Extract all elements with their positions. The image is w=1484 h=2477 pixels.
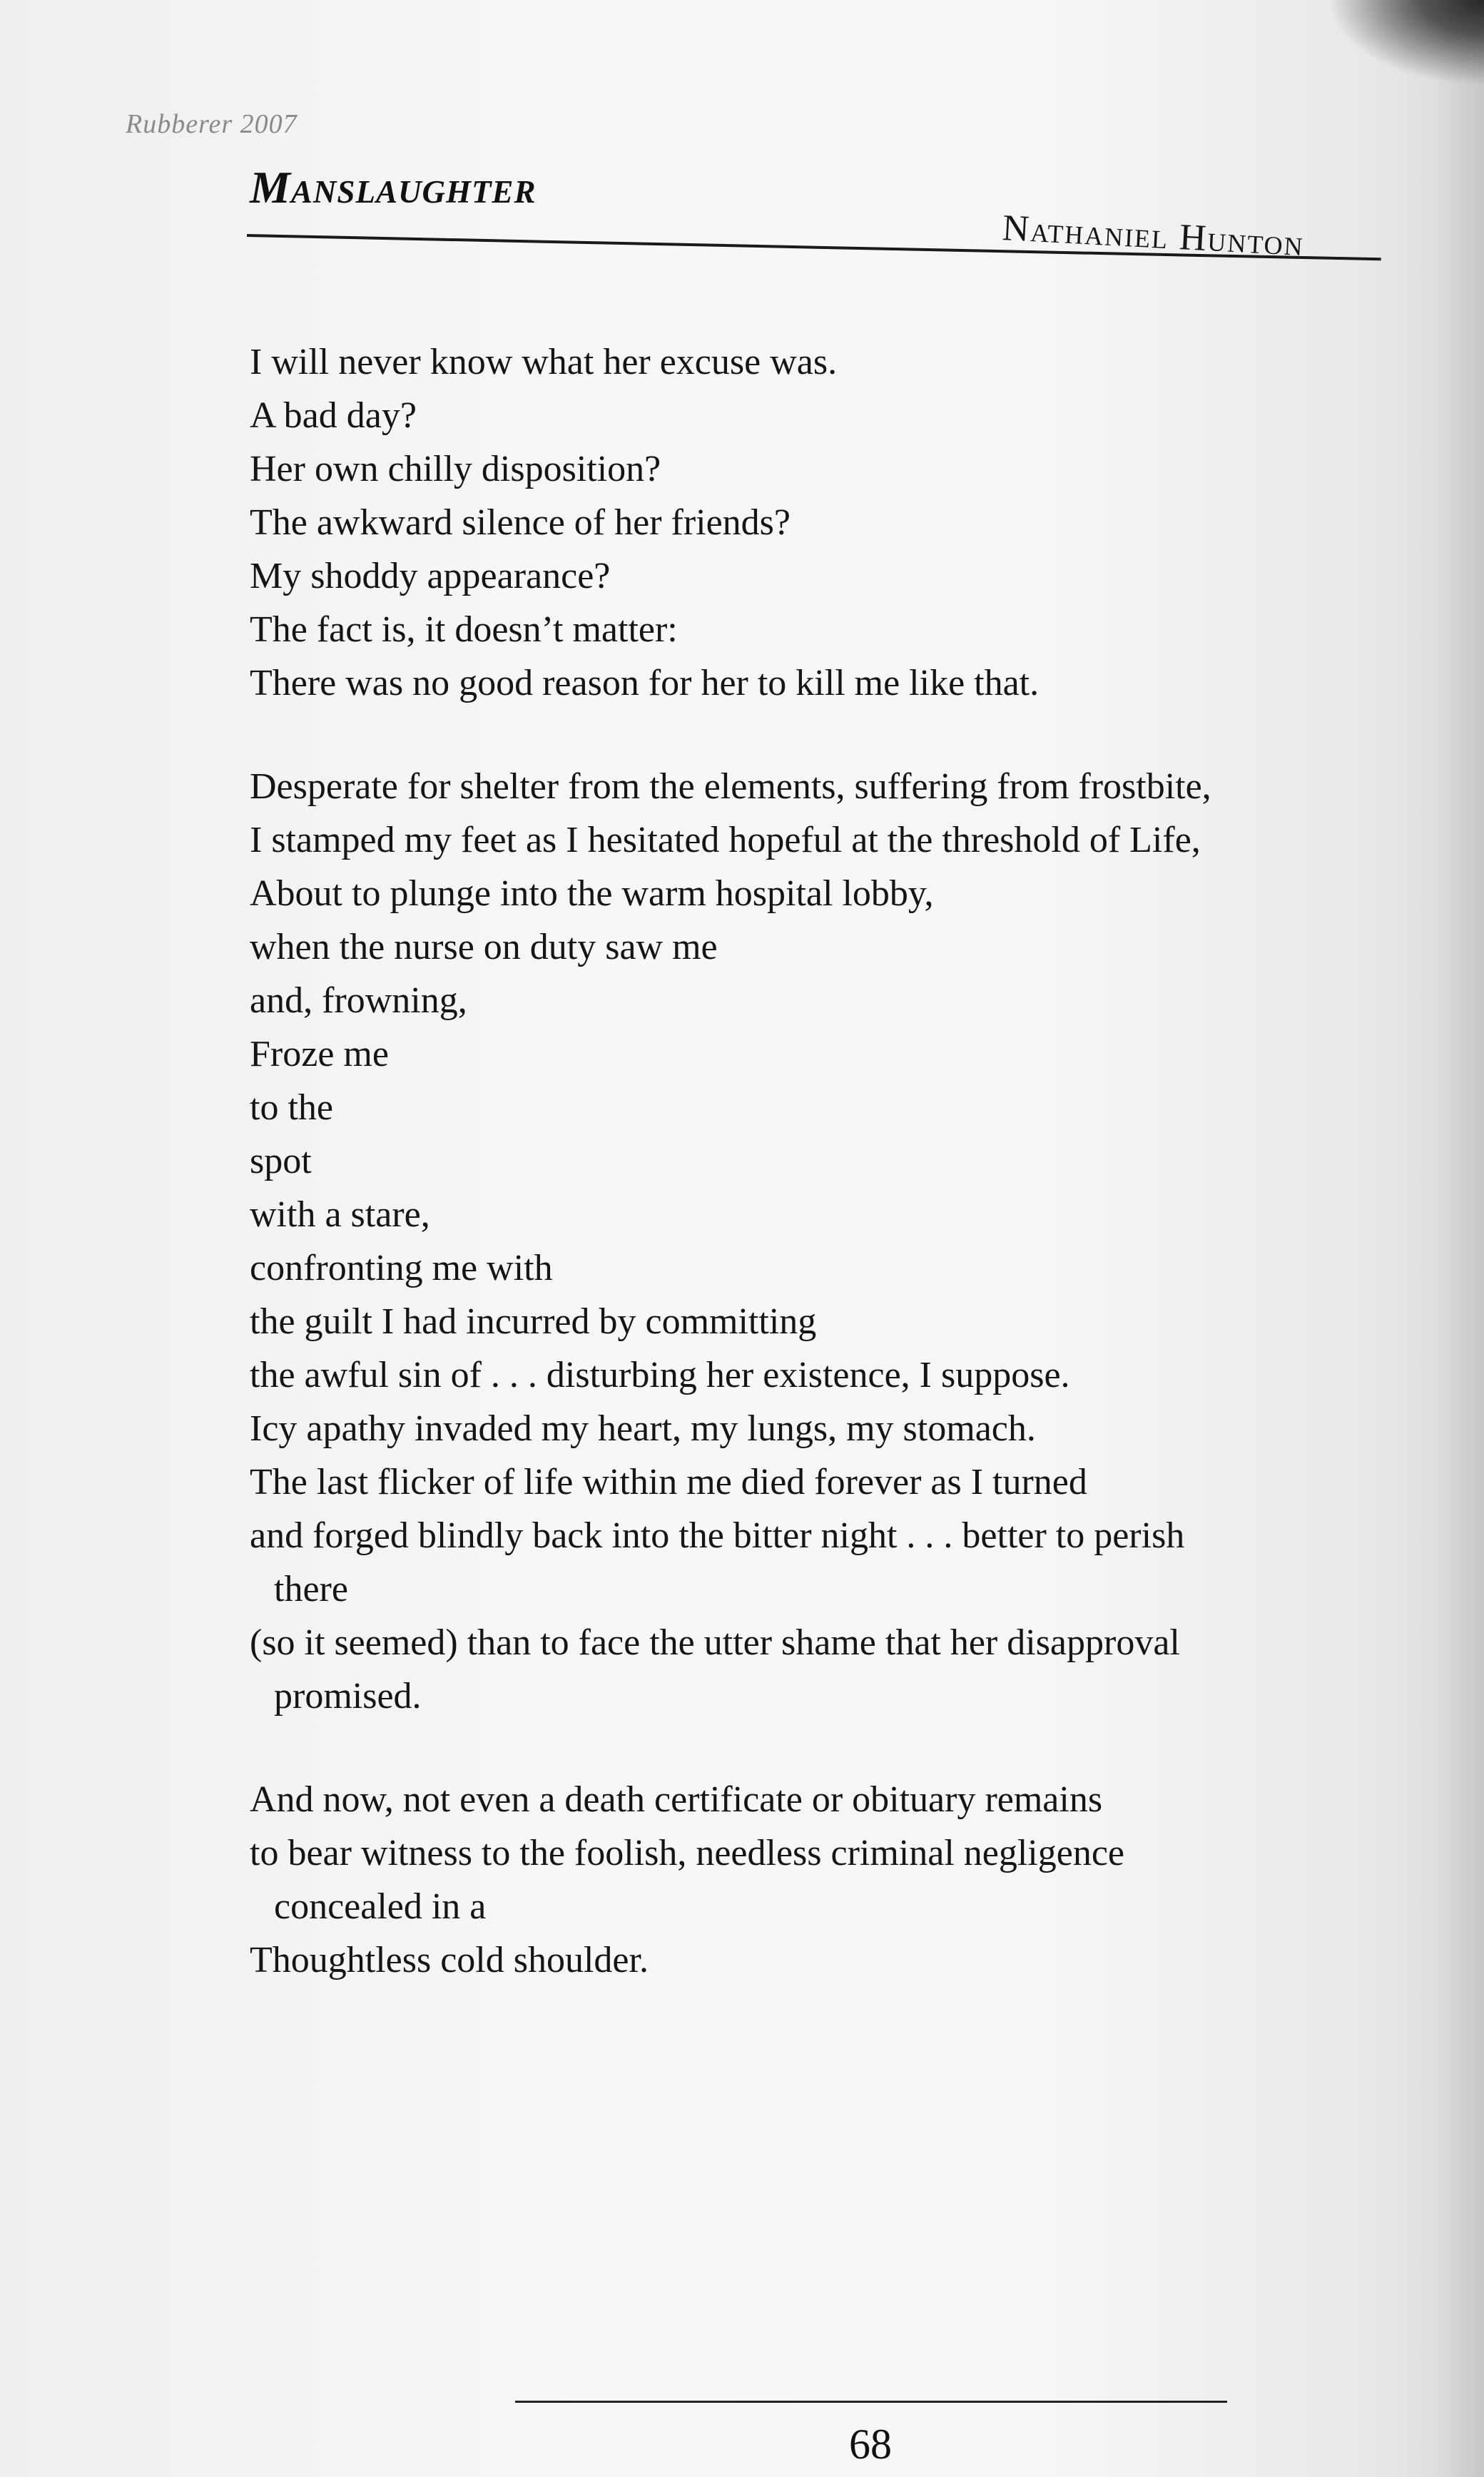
poem-line: Desperate for shelter from the elements, suffering from frostbite, [250,766,1211,807]
poem-line: the guilt I had incurred by committing [250,1301,817,1342]
poem-author: Nathaniel Hunton [1001,208,1306,265]
poem-line: About to plunge into the warm hospital lobby, [250,873,934,914]
poem-line: The fact is, it doesn’t matter: [250,609,678,650]
poem-line: confronting me with [250,1248,553,1288]
stanza-gap [250,1723,1391,1773]
poem-line: My shoddy appearance? [250,556,611,596]
poem-line: to bear witness to the foolish, needless criminal negligence [250,1833,1124,1873]
poem-line: (so it seemed) than to face the utter shame that her disapproval [250,1622,1180,1663]
poem-line: Thoughtless cold shoulder. [250,1940,649,1980]
footer-rule [515,2401,1227,2403]
poem-line: and, frowning, [250,980,467,1021]
running-head: Rubberer 2007 [126,109,298,139]
poem-line: I stamped my feet as I hesitated hopeful at the threshold of Life, [250,820,1201,860]
poem-line: Icy apathy invaded my heart, my lungs, my stomach. [250,1408,1036,1449]
poem-line: The last flicker of life within me died forever as I turned [250,1462,1087,1502]
poem-line: There was no good reason for her to kill me like that. [250,663,1040,703]
poem-line: to the [250,1087,333,1128]
poem-title: Manslaughter [250,162,537,213]
poem-line: I will never know what her excuse was. [250,342,838,382]
poem-line: concealed in a [274,1886,487,1927]
poem-line: the awful sin of . . . disturbing her existence, I suppose. [250,1355,1070,1395]
poem-body [250,335,1391,1987]
poem-line: promised. [274,1676,422,1716]
poem-stanza [250,760,1391,1723]
poem-line: spot [250,1141,312,1181]
poem-line: And now, not even a death certificate or obituary remains [250,1779,1103,1820]
poem-line: A bad day? [250,395,417,436]
stanza-gap [250,710,1391,760]
poem-line: there [274,1569,348,1609]
poem-line: Froze me [250,1034,389,1074]
page-edge-shade [1434,0,1484,2477]
poem-line: with a stare, [250,1194,430,1235]
page-number: 68 [849,2421,892,2468]
poem-line: when the nurse on duty saw me [250,927,718,967]
poem-line: The awkward silence of her friends? [250,502,791,543]
poem-line: Her own chilly disposition? [250,449,661,489]
poem-line: and forged blindly back into the bitter night . . . better to perish [250,1515,1185,1556]
poem-stanza [250,335,1391,710]
poem-stanza [250,1773,1391,1987]
